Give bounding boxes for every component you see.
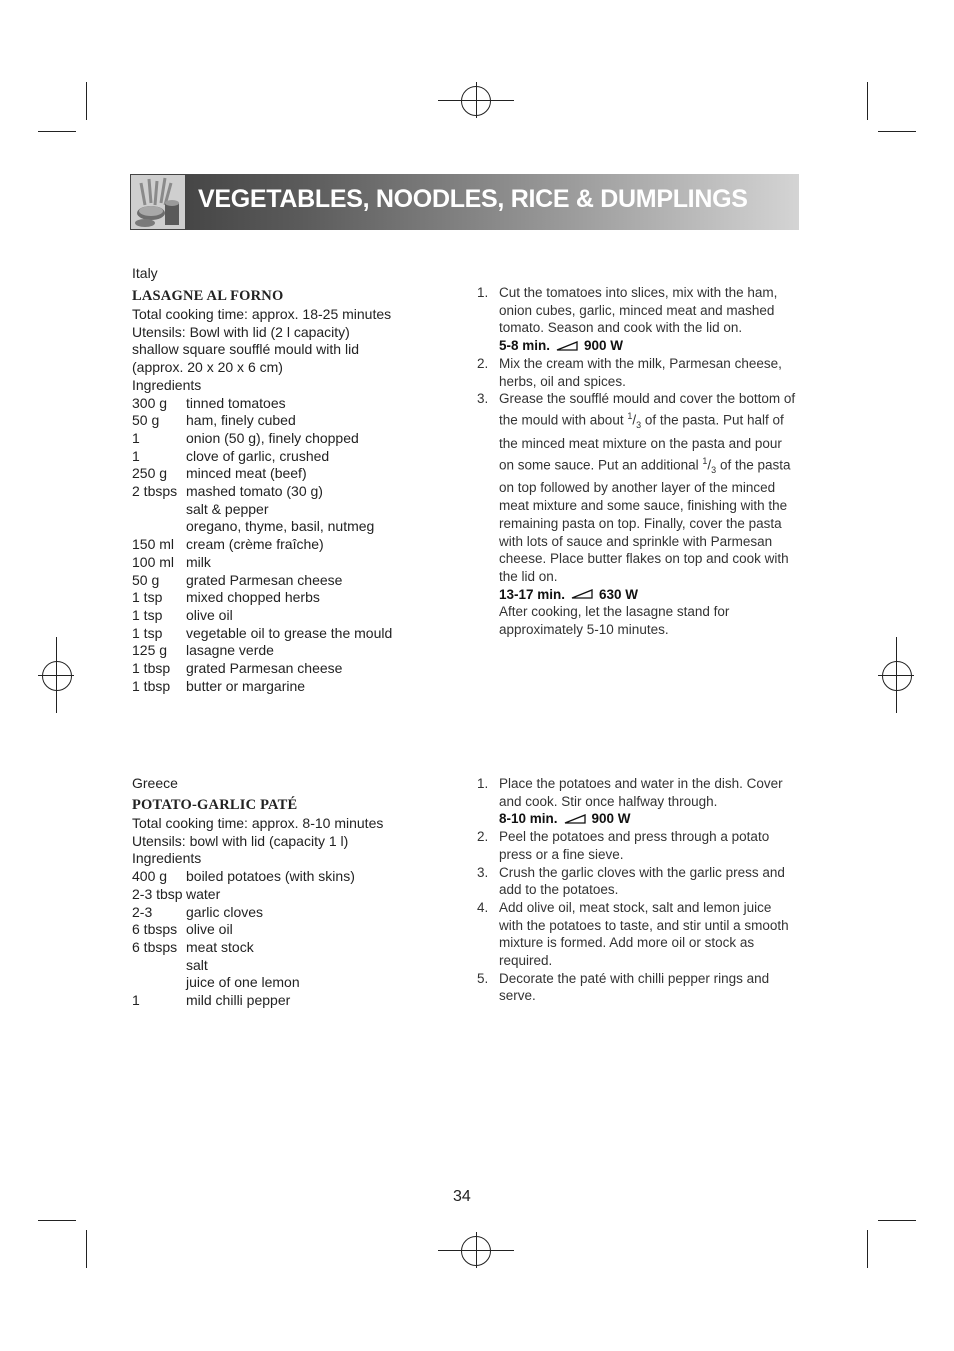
recipe-info [132, 306, 462, 695]
step: 3. Crush the garlic cloves with the garlic press and add to the potatoes. [477, 864, 799, 899]
ingredient-row [132, 395, 462, 413]
ingredient-name: salt & pepper [186, 500, 269, 517]
ingredient-name: mixed chopped herbs [186, 589, 320, 606]
ingredient-name: grated Parmesan cheese [186, 571, 343, 588]
ingredient-name: meat stock [186, 938, 254, 955]
ingredient-name: mashed tomato (30 g) [186, 483, 323, 500]
ingredient-name: olive oil [186, 606, 233, 623]
power-level-icon [556, 341, 578, 351]
ingredient-name: water [186, 885, 221, 902]
ingredient-name: onion (50 g), finely chopped [186, 429, 359, 446]
power-level-icon [564, 814, 586, 824]
ingredients-heading: Ingredients [132, 850, 202, 867]
ingredient-quantity: 1 tbsp [132, 677, 171, 694]
ingredient-quantity: 6 tbsps [132, 938, 178, 955]
ingredient-row [132, 607, 462, 625]
cooking-time: Total cooking time: approx. 8-10 minutes [132, 815, 384, 831]
ingredient-quantity: 100 ml [132, 553, 175, 570]
ingredient-row [132, 678, 462, 696]
ingredient-quantity: 50 g [132, 571, 160, 588]
ingredients-heading: Ingredients [132, 376, 202, 393]
ingredient-row [132, 465, 462, 483]
utensils: Utensils: bowl with lid (capacity 1 l) [132, 832, 349, 849]
step-text: Crush the garlic cloves with the garlic press and add to the potatoes. [499, 864, 785, 898]
ingredient-name: butter or margarine [186, 677, 306, 694]
power-setting: 8-10 min. 900 W [499, 811, 631, 827]
utensils: Utensils: Bowl with lid (2 l capacity) [132, 323, 350, 340]
step: 1. Cut the tomatoes into slices, mix with the ham, onion cubes, garlic, minced meat and mashed tomato. Season and cook with the lid on. 5-8 min. 900 W [477, 284, 799, 355]
ingredient-quantity [132, 974, 186, 992]
recipe-info [132, 815, 462, 1010]
utensils-line: shallow square soufflé mould with lid [132, 341, 359, 358]
ingredient-row [132, 625, 462, 643]
ingredient-quantity: 2-3 [132, 903, 153, 920]
step-text: Grease the soufflé mould and cover the bottom of the mould with about $^1/_3$ of the pasta. Put half of the minced meat mixture on the pasta and pour on some sauce. Put an additional $^1/_3$ of the pasta on top followed by another layer of the minced meat mixture and some sauce, finishing with the remaining pasta on top. Finally, cover the pasta with lots of sauce and sprinkle with Parmesan cheese. Place butter flakes on top and cook with the lid on. [499, 391, 796, 584]
step: 4. Add olive oil, meat stock, salt and lemon juice with the potatoes to taste, and stir until a smooth mixture is formed. Add more oil or stock as required. [477, 899, 799, 970]
ingredient-row [132, 974, 462, 992]
step-text: Add olive oil, meat stock, salt and lemon juice with the potatoes to taste, and stir until a smooth mixture is formed. Add more oil or stock as required. [499, 899, 789, 969]
power-level-icon [571, 589, 593, 599]
ingredient-row [132, 992, 462, 1010]
ingredient-name: mild chilli pepper [186, 992, 291, 1009]
ingredient-row [132, 642, 462, 660]
step-text: Cut the tomatoes into slices, mix with the ham, onion cubes, garlic, minced meat and mashed tomato. Season and cook with the lid on. [499, 285, 778, 336]
ingredient-row [132, 660, 462, 678]
ingredient-quantity: 1 tbsp [132, 660, 171, 677]
ingredient-quantity: 300 g [132, 394, 168, 411]
ingredient-quantity [132, 501, 186, 519]
step: 1. Place the potatoes and water in the dish. Cover and cook. Stir once halfway through. 8-10 min. 900 W [477, 775, 799, 828]
ingredient-name: boiled potatoes (with skins) [186, 868, 355, 885]
step-text: Place the potatoes and water in the dish. Cover and cook. Stir once halfway through. [499, 776, 783, 809]
step: 3. Grease the soufflé mould and cover the bottom of the mould with about $^1/_3$ of the pasta. Put half of the minced meat mixture on the pasta and pour on some sauce. Put an additional $^1/_3$ of the pasta on top followed by another layer of the minced meat mixture and some sauce, finishing with the remaining pasta on top. Finally, cover the pasta with lots of sauce and sprinkle with Parmesan cheese. Place butter flakes on top and cook with the lid on. 13-17 min. 630 W After cooking, let the lasagne stand for approximately 5-10 minutes. [477, 390, 799, 639]
ingredient-quantity: 1 tsp [132, 624, 163, 641]
ingredient-list [132, 868, 462, 1010]
recipe-steps [477, 284, 799, 639]
ingredient-name: olive oil [186, 921, 233, 938]
ingredient-name: juice of one lemon [186, 974, 300, 991]
power-setting: 5-8 min. 900 W [499, 338, 624, 354]
ingredient-row [132, 412, 462, 430]
ingredient-name: ham, finely cubed [186, 412, 296, 429]
ingredient-quantity: 1 [132, 447, 140, 464]
ingredient-quantity: 400 g [132, 868, 168, 885]
ingredient-name: clove of garlic, crushed [186, 447, 330, 464]
ingredient-row [132, 868, 462, 886]
step-text: Peel the potatoes and press through a potato press or a fine sieve. [499, 829, 770, 862]
ingredient-quantity: 1 tsp [132, 606, 163, 623]
ingredient-name: cream (crème fraîche) [186, 536, 324, 553]
ingredient-row [132, 554, 462, 572]
ingredient-quantity: 6 tbsps [132, 921, 178, 938]
ingredient-list [132, 395, 462, 696]
ingredient-quantity: 2-3 tbsp [132, 885, 183, 902]
food-photo-icon [130, 174, 186, 230]
ingredient-name: grated Parmesan cheese [186, 660, 343, 677]
ingredient-row [132, 501, 462, 519]
step-note: After cooking, let the lasagne stand for approximately 5-10 minutes. [499, 604, 730, 638]
cooking-time: Total cooking time: approx. 18-25 minutes [132, 306, 392, 322]
step: 2. Mix the cream with the milk, Parmesan cheese, herbs, oil and spices. [477, 355, 799, 390]
step-text: Mix the cream with the milk, Parmesan cheese, herbs, oil and spices. [499, 355, 782, 389]
ingredient-quantity: 1 tsp [132, 589, 163, 606]
ingredient-name: milk [186, 553, 211, 570]
recipe-title: POTATO-GARLIC PATÉ [132, 797, 298, 813]
ingredient-quantity: 50 g [132, 412, 160, 429]
ingredient-row [132, 939, 462, 957]
power-setting: 13-17 min. 630 W [499, 586, 639, 602]
ingredient-row [132, 448, 462, 466]
recipe-steps [477, 775, 799, 1005]
recipe-country: Italy [132, 265, 158, 281]
utensils-line: (approx. 20 x 20 x 6 cm) [132, 359, 283, 376]
recipe-title: LASAGNE AL FORNO [132, 288, 284, 304]
ingredient-quantity: 150 ml [132, 536, 175, 553]
ingredient-row [132, 589, 462, 607]
ingredient-quantity [132, 957, 186, 975]
step: 2. Peel the potatoes and press through a potato press or a fine sieve. [477, 828, 799, 863]
ingredient-row [132, 536, 462, 554]
ingredient-row [132, 904, 462, 922]
section-header [130, 174, 799, 230]
ingredient-quantity: 125 g [132, 642, 168, 659]
recipe-country: Greece [132, 775, 178, 791]
ingredient-row [132, 518, 462, 536]
ingredient-name: minced meat (beef) [186, 465, 307, 482]
ingredient-quantity: 2 tbsps [132, 483, 178, 500]
page-number: 34 [453, 1188, 471, 1205]
ingredient-row [132, 957, 462, 975]
ingredient-name: tinned tomatoes [186, 394, 286, 411]
step-text: Decorate the paté with chilli pepper rings and serve. [499, 970, 770, 1004]
ingredient-name: salt [186, 956, 208, 973]
page-title: VEGETABLES, NOODLES, RICE & DUMPLINGS [198, 185, 748, 213]
ingredient-row [132, 886, 462, 904]
ingredient-name: vegetable oil to grease the mould [186, 624, 393, 641]
ingredient-row [132, 430, 462, 448]
ingredient-name: garlic cloves [186, 903, 264, 920]
ingredient-row [132, 483, 462, 501]
ingredient-quantity [132, 518, 186, 536]
ingredient-row [132, 572, 462, 590]
ingredient-name: oregano, thyme, basil, nutmeg [186, 518, 375, 535]
ingredient-row [132, 921, 462, 939]
ingredient-quantity: 1 [132, 992, 140, 1009]
ingredient-name: lasagne verde [186, 642, 274, 659]
ingredient-quantity: 1 [132, 429, 140, 446]
ingredient-quantity: 250 g [132, 465, 168, 482]
step: 5. Decorate the paté with chilli pepper rings and serve. [477, 970, 799, 1005]
